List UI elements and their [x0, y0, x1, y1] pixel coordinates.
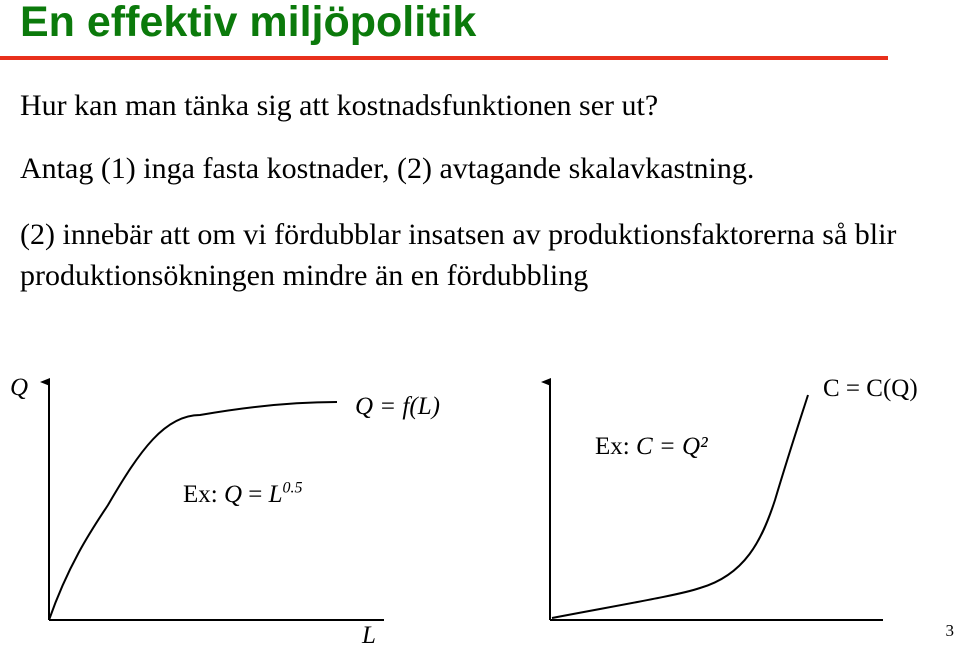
title-underline: [0, 56, 888, 60]
left-x-axis-label: L: [362, 622, 376, 649]
production-example: [183, 480, 303, 510]
assumption-text: Antag (1) inga fasta kostnader, (2) avtagande skalavkastning.: [20, 152, 755, 185]
question-text: Hur kan man tänka sig att kostnadsfunktionen ser ut?: [20, 89, 659, 122]
production-example-lhs: Q: [223, 481, 243, 508]
cost-example-prefix: Ex:: [595, 433, 636, 460]
cost-example: [595, 432, 708, 462]
left-y-axis-label: Q: [10, 374, 29, 401]
cost-curve-label: C = C(Q): [823, 375, 918, 402]
production-example-base: L: [268, 481, 283, 508]
cost-example-formula: C = Q²: [635, 433, 708, 460]
page-number: 3: [945, 621, 954, 640]
production-example-exponent: 0.5: [282, 479, 303, 497]
production-example-prefix: Ex:: [183, 481, 224, 508]
explanation-text: (2) innebär att om vi fördubblar insatsen av produktionsfaktorerna så blir produktionsökningen mindre än en fördubbling: [20, 218, 897, 292]
production-example-eq: =: [242, 481, 269, 508]
production-curve-label: Q = f(L): [355, 393, 440, 420]
cost-curve: [552, 395, 808, 618]
slide-title: En effektiv miljöpolitik: [20, 0, 477, 46]
production-curve: [49, 402, 337, 620]
